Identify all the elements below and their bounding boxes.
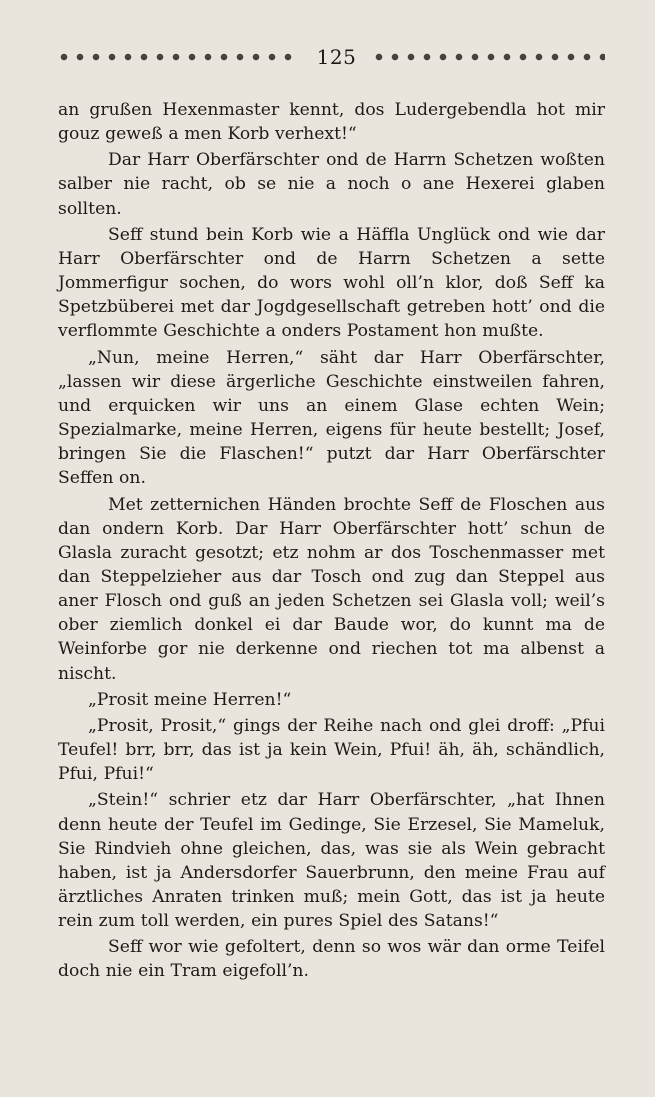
header-ornament-left: [58, 51, 300, 63]
header-ornament-right: [373, 51, 605, 63]
paragraph-4: Met zetternichen Händen brochte Seff de Floschen aus dan ondern Korb. Dar Harr Oberfärschter hott’ schun de Glasla zuracht gesotzt; etz nohm ar dos Toschenmasser met dan Steppelzieher aus dar Tosch ond zug dan Steppel aus aner Flosch ond guß an jeden Schetzen sei Glasla voll; weil’s ober ziemlich donkel ei dar Baude wor, do kunnt ma de Weinforbe gor nie derkenne ond riechen tot ma albenst a nischt.: [58, 494, 605, 684]
paragraph-1: Dar Harr Oberfärschter ond de Harrn Schetzen woßten salber nie racht, ob se nie a noch o ane Hexerei glaben sollten.: [58, 150, 605, 219]
paragraph-6: „Prosit, Prosit,“ gings der Reihe nach ond glei droff: „Pfui Teufel! brr, brr, das ist ja kein Wein, Pfui! äh, äh, schändlich, Pfui, Pfui!“: [58, 715, 605, 785]
page-header: [58, 44, 605, 70]
paragraph-3: „Nun, meine Herren,“ säht dar Harr Oberfärschter, „lassen wir diese ärgerliche Geschichte einstweilen fahren, und erquicken wir uns an einem Glase echten Wein; Spezialmarke, meine Herren, eigens für heute bestellt; Josef, bringen Sie die Flaschen!“ putzt dar Harr Oberfärschter Seffen on.: [58, 347, 605, 489]
paragraph-5: „Prosit meine Herren!“: [88, 689, 292, 710]
paragraph-0: an grußen Hexenmaster kennt, dos Ludergebendla hot mir gouz geweß a men Korb verhext!“: [58, 100, 605, 145]
page-number: 125: [316, 45, 357, 69]
paragraph-2: Seff stund bein Korb wie a Häffla Unglück ond wie dar Harr Oberfärschter ond de Harrn Schetzen a sette Jommerfigur sochen, do wors wohl oll’n klor, doß Seff ka Spetzbüberei met dar Jogdgesellschaft getreben hott’ ond die verflommte Geschichte a onders Postament hon mußte.: [58, 224, 605, 342]
paragraph-8: Seff wor wie gefoltert, denn so wos wär dan orme Teifel doch nie ein Tram eigefoll’n.: [58, 937, 605, 982]
body-text: [58, 98, 605, 984]
paragraph-7: „Stein!“ schrier etz dar Harr Oberfärschter, „hat Ihnen denn heute der Teufel im Gedinge, Sie Erzesel, Sie Mameluk, Sie Rindvieh ohne gleichen, das, was sie als Wein gebracht haben, ist ja Andersdorfer Sauerbrunn, den meine Frau auf ärztliches Anraten trinken muß; mein Gott, das ist ja heute rein zum toll werden, ein pures Spiel des Satans!“: [58, 790, 605, 932]
